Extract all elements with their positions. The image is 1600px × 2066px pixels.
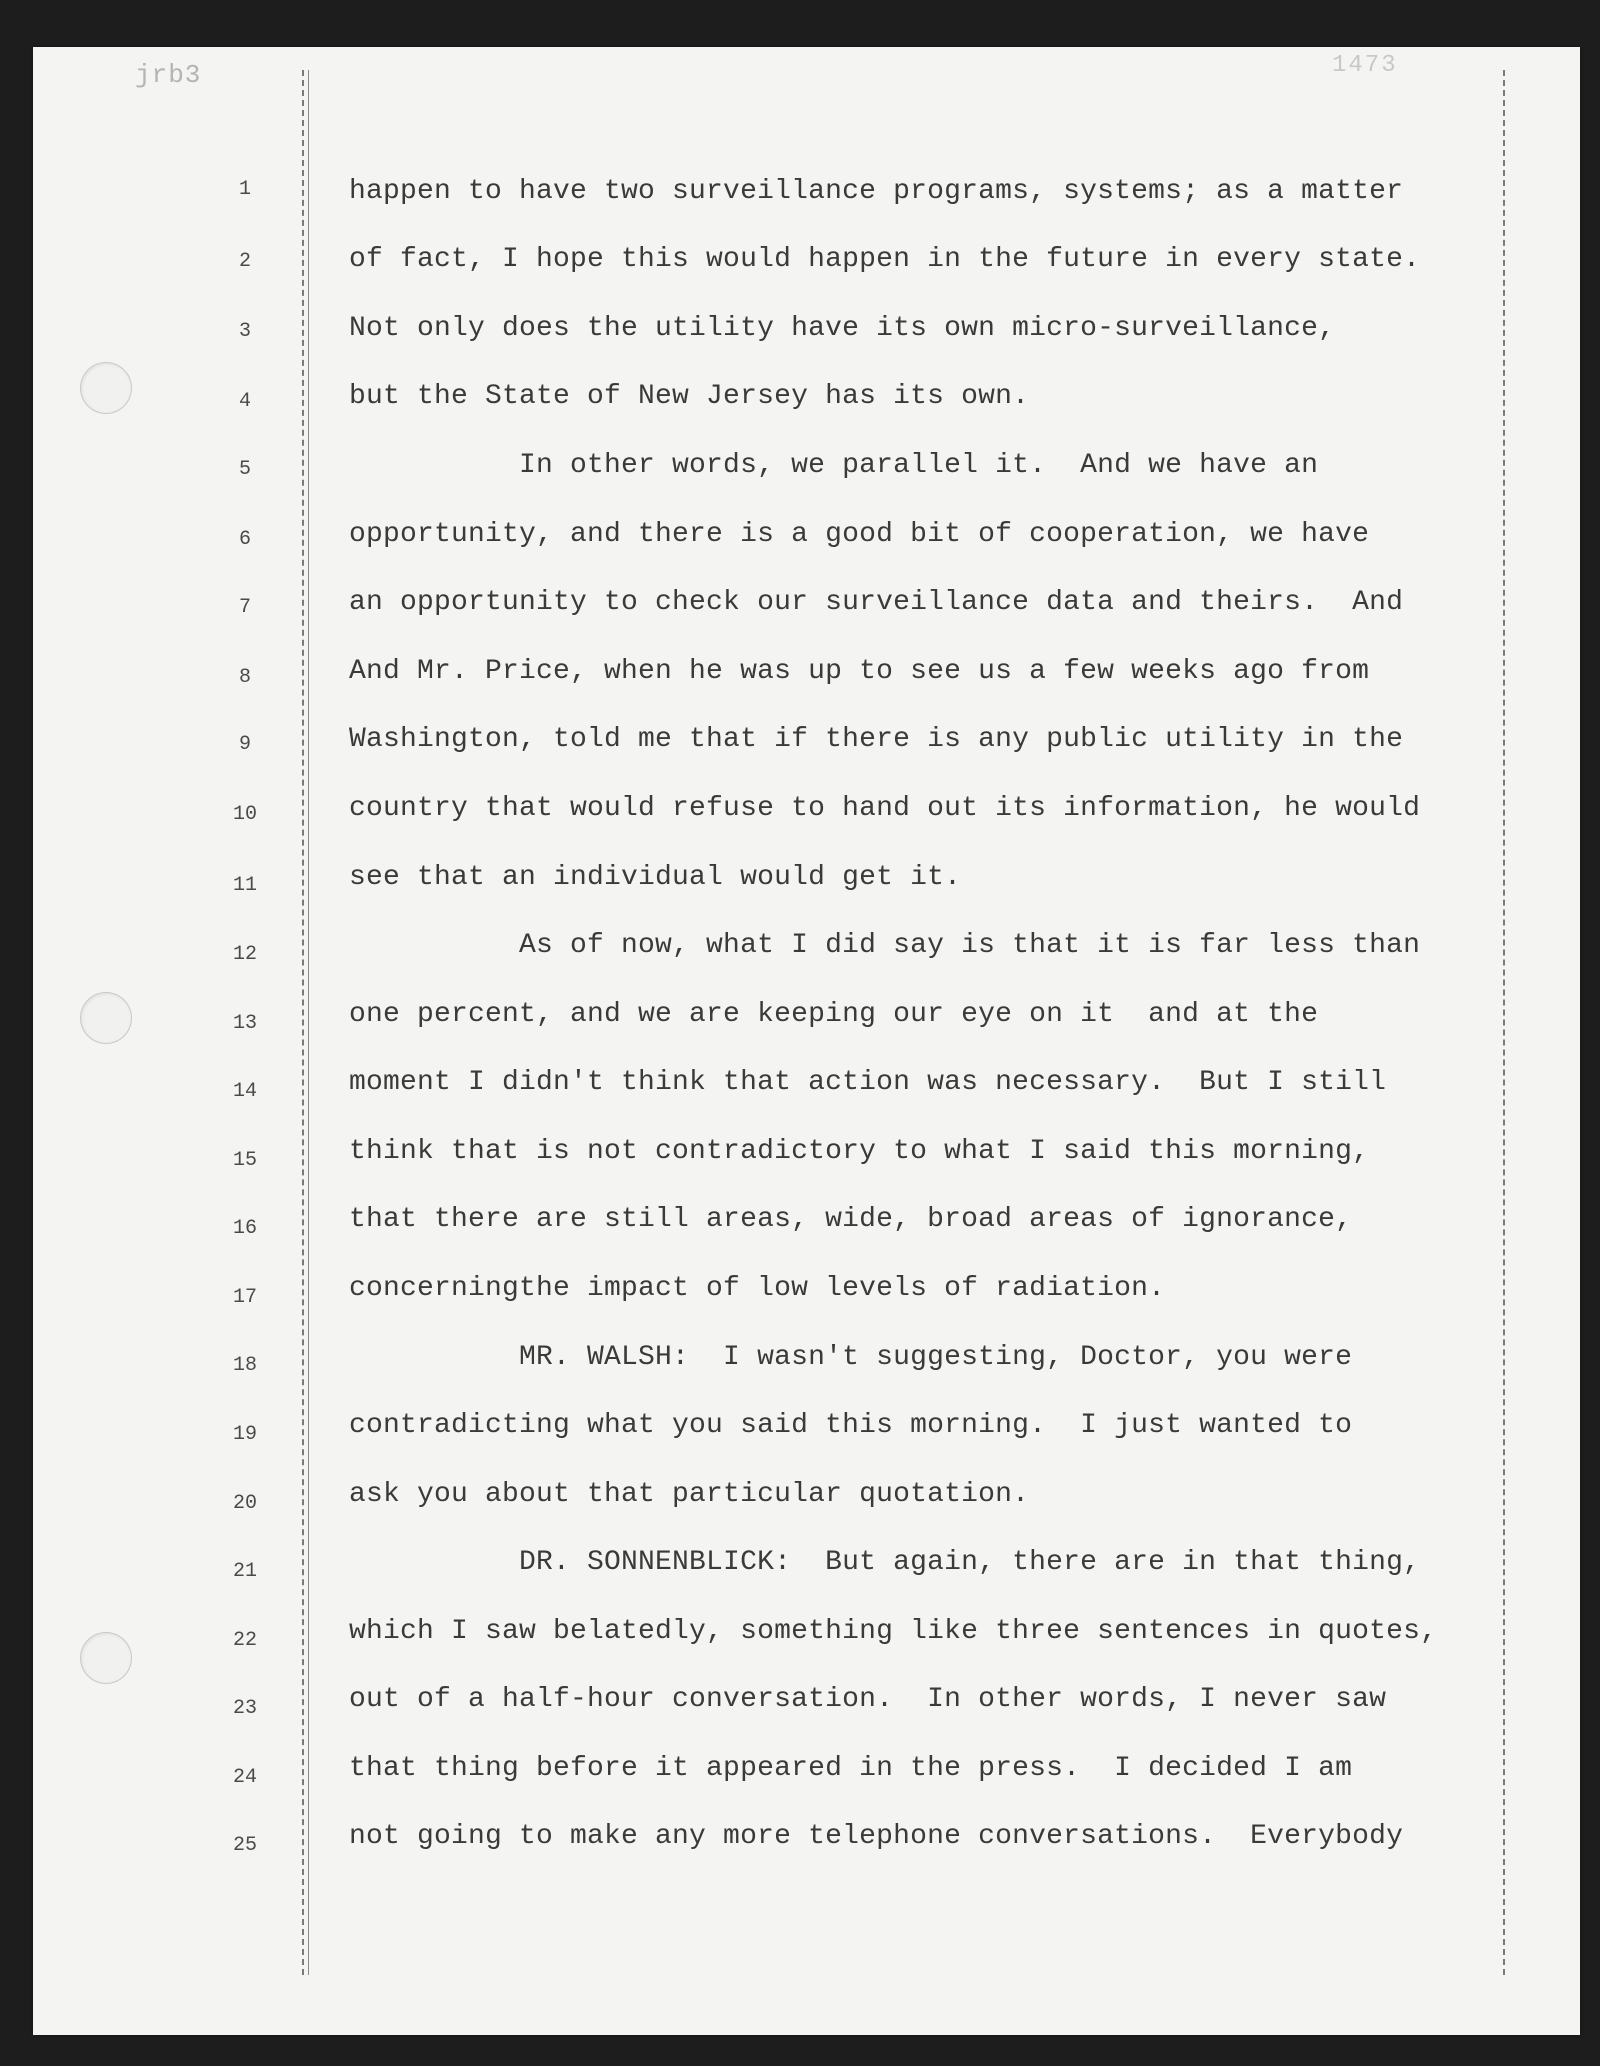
line-number: 4 [238,390,251,413]
transcript-line: moment I didn't think that action was necessary. But I still [349,1067,1387,1098]
line-number: 15 [232,1149,257,1172]
punch-hole-middle [80,992,132,1044]
transcript-line: that thing before it appeared in the press. I decided I am [349,1753,1353,1784]
transcript-line: And Mr. Price, when he was up to see us a few weeks ago from [349,656,1370,687]
line-number: 24 [232,1766,257,1789]
transcript-line: see that an individual would get it. [349,862,962,893]
corner-id: jrb3 [135,60,202,90]
line-number: 10 [232,803,257,826]
line-number: 16 [232,1217,257,1240]
transcript-line: out of a half-hour conversation. In other words, I never saw [349,1684,1387,1715]
line-number: 20 [232,1492,257,1515]
transcript-line: Washington, told me that if there is any public utility in the [349,724,1404,755]
line-number: 8 [238,666,251,689]
transcript-line: DR. SONNENBLICK: But again, there are in that thing, [349,1547,1421,1578]
transcript-line: which I saw belatedly, something like three sentences in quotes, [349,1616,1438,1647]
transcript-line: MR. WALSH: I wasn't suggesting, Doctor, you were [349,1342,1353,1373]
transcript-line: one percent, and we are keeping our eye on it and at the [349,999,1319,1030]
line-number: 18 [232,1354,257,1377]
line-number: 23 [232,1697,257,1720]
transcript-line: In other words, we parallel it. And we have an [349,450,1319,481]
transcript-line: but the State of New Jersey has its own. [349,381,1030,412]
left-margin-rule-inner [308,70,309,1975]
left-margin-rule [302,70,304,1975]
transcript-line: happen to have two surveillance programs, systems; as a matter [349,176,1404,207]
right-margin-rule [1503,70,1505,1975]
line-number: 7 [238,596,251,619]
punch-hole-top [80,362,132,414]
transcript-line: country that would refuse to hand out its information, he would [349,793,1421,824]
transcript-line: opportunity, and there is a good bit of cooperation, we have [349,519,1370,550]
transcript-line: not going to make any more telephone conversations. Everybody [349,1821,1404,1852]
transcript-line: contradicting what you said this morning. I just wanted to [349,1410,1353,1441]
line-number: 3 [238,320,251,343]
transcript-line: an opportunity to check our surveillance data and theirs. And [349,587,1404,618]
transcript-line: As of now, what I did say is that it is far less than [349,930,1421,961]
page-number: 1473 [1332,52,1398,79]
transcript-line: of fact, I hope this would happen in the future in every state. [349,244,1421,275]
line-number: 19 [232,1423,257,1446]
line-number: 13 [232,1012,257,1035]
line-number: 2 [238,250,251,273]
transcript-line: Not only does the utility have its own micro-surveillance, [349,313,1336,344]
transcript-line: ask you about that particular quotation. [349,1479,1030,1510]
line-number: 14 [232,1080,257,1103]
line-number: 5 [238,458,251,481]
transcript-line: think that is not contradictory to what I said this morning, [349,1136,1370,1167]
line-number: 6 [238,528,251,551]
line-number: 11 [232,874,257,897]
line-number: 25 [232,1834,257,1857]
transcript-page [33,47,1580,2035]
line-number: 12 [232,943,257,966]
line-number: 17 [232,1286,257,1309]
transcript-line: that there are still areas, wide, broad areas of ignorance, [349,1204,1353,1235]
line-number: 21 [232,1560,257,1583]
punch-hole-bottom [80,1632,132,1684]
transcript-line: concerningthe impact of low levels of radiation. [349,1273,1166,1304]
line-number: 9 [238,733,251,756]
line-number: 1 [238,178,251,201]
line-number: 22 [232,1629,257,1652]
